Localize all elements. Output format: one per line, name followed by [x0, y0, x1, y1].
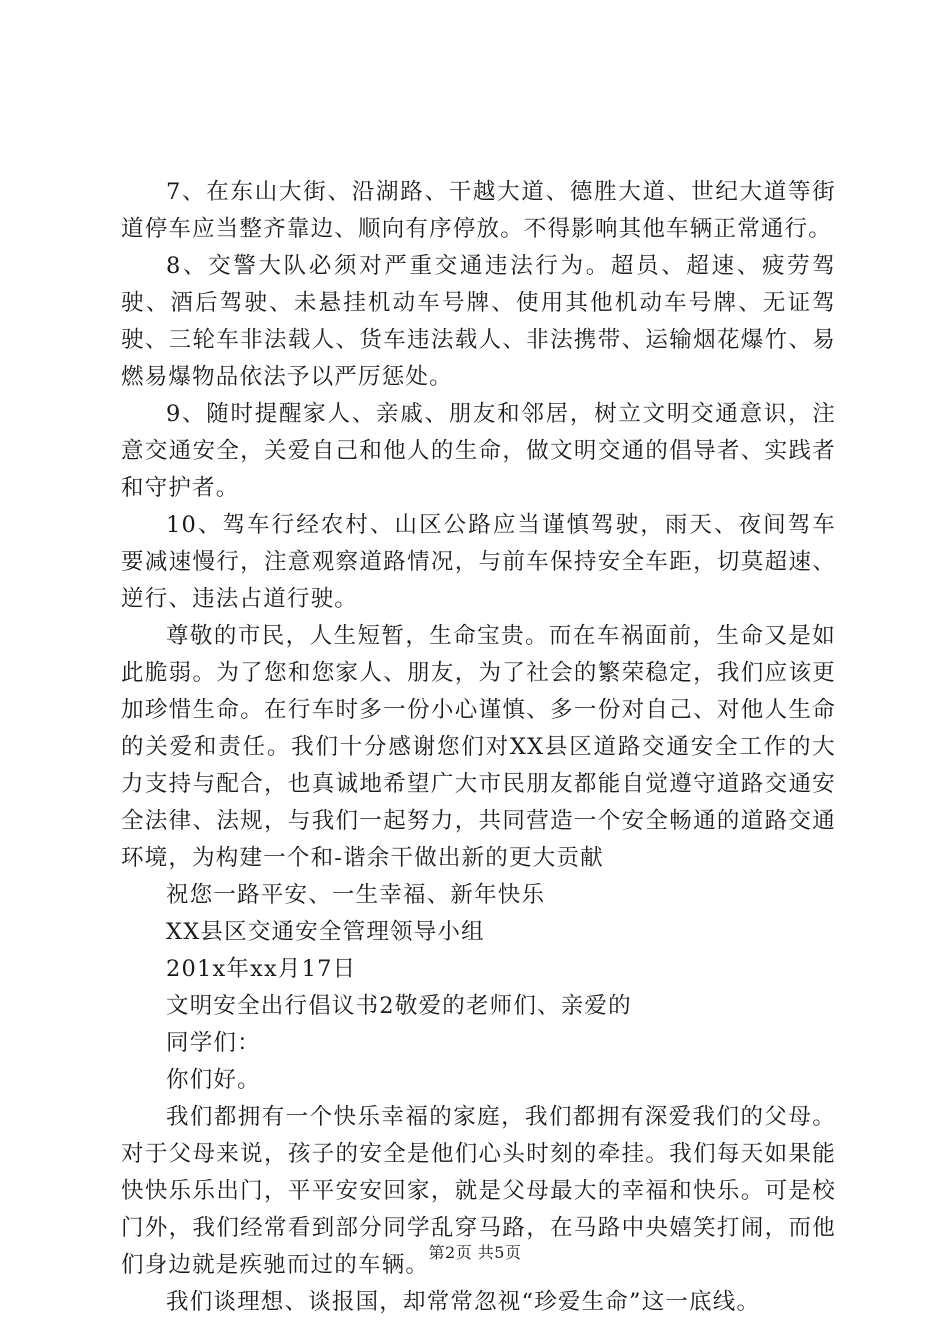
signature-date: 201x年xx月17日 — [166, 956, 357, 982]
salutation-line: 同学们： — [166, 1030, 261, 1056]
signature-organization: XX县区交通安全管理领导小组 — [166, 919, 485, 945]
paragraph-item-8: 8、交警大队必须对严重交通违法行为。超员、超速、疲劳驾驶、酒后驾驶、未悬挂机动车号牌、使用其他机动车号牌、无证驾驶、三轮车非法载人、货车违法载人、非法携带、运输烟花爆竹、易燃易爆物品依法予以严厉惩处。 — [121, 253, 836, 390]
blessing-line: 祝您一路平安、一生幸福、新年快乐 — [166, 882, 546, 908]
paragraph-item-10: 10、驾车行经农村、山区公路应当谨慎驾驶，雨天、夜间驾车要减速慢行，注意观察道路情况，与前车保持安全车距，切莫超速、逆行、违法占道行驶。 — [121, 512, 836, 612]
page-number-footer: 第2页 共5页 — [428, 1243, 522, 1262]
second-proposal-heading: 文明安全出行倡议书2敬爱的老师们、亲爱的 — [166, 993, 632, 1019]
paragraph-closing-appeal: 尊敬的市民，人生短暂，生命宝贵。而在车祸面前，生命又是如此脆弱。为了您和您家人、朋友，为了社会的繁荣稳定，我们应该更加珍惜生命。在行车时多一份小心谨慎、多一份对自己、对他人生命的关爱和责任。我们十分感谢您们对XX县区道路交通安全工作的大力支持与配合，也真诚地希望广大市民朋友都能自觉遵守道路交通安全法律、法规，与我们一起努力，共同营造一个安全畅通的道路交通环境，为构建一个和-谐余干做出新的更大贡献 — [121, 623, 836, 871]
paragraph-family-safety: 我们都拥有一个快乐幸福的家庭，我们都拥有深爱我们的父母。对于父母来说，孩子的安全是他们心头时刻的牵挂。我们每天如果能快快乐乐出门，平平安安回家，就是父母最大的幸福和快乐。可是校门外，我们经常看到部分同学乱穿马路，在马路中央嬉笑打闹，而他们身边就是疾驰而过的车辆。 — [121, 1104, 836, 1278]
paragraph-item-7: 7、在东山大街、沿湖路、干越大道、德胜大道、世纪大道等街道停车应当整齐靠边、顺向有序停放。不得影响其他车辆正常通行。 — [121, 179, 836, 242]
document-body — [121, 174, 836, 1321]
paragraph-item-9: 9、随时提醒家人、亲戚、朋友和邻居，树立文明交通意识，注意交通安全，关爱自己和他人的生命，做文明交通的倡导者、实践者和守护者。 — [121, 401, 836, 501]
paragraph-cherish-life: 我们谈理想、谈报国，却常常忽视“珍爱生命”这一底线。 — [166, 1289, 761, 1315]
greeting-line: 你们好。 — [166, 1067, 261, 1093]
